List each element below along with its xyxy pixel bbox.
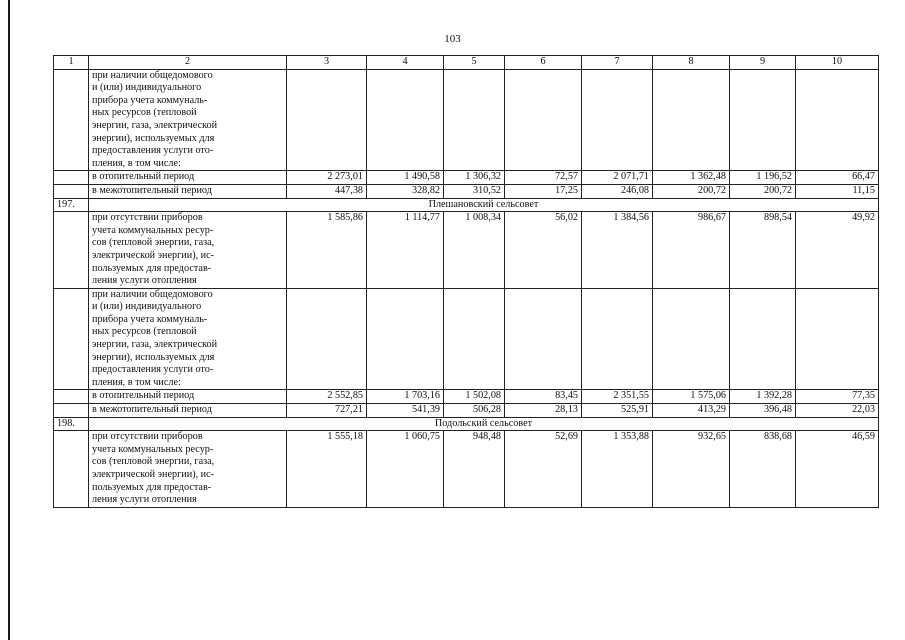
value-cell-col-6 bbox=[505, 69, 582, 171]
value-cell-col-9 bbox=[730, 69, 796, 171]
value-cell-col-9 bbox=[730, 288, 796, 390]
value-cell-col-6: 28,13 bbox=[505, 404, 582, 418]
value-cell-col-5: 1 008,34 bbox=[444, 212, 505, 289]
value-cell-col-4: 1 060,75 bbox=[367, 431, 444, 508]
value-cell-col-10: 11,15 bbox=[796, 184, 879, 198]
value-cell-col-7 bbox=[582, 288, 653, 390]
value-cell-col-4 bbox=[367, 288, 444, 390]
value-cell-col-4: 1 490,58 bbox=[367, 171, 444, 185]
value-cell-col-6: 52,69 bbox=[505, 431, 582, 508]
value-cell-col-6: 56,02 bbox=[505, 212, 582, 289]
row-index-cell bbox=[54, 404, 89, 418]
value-cell-col-9: 200,72 bbox=[730, 184, 796, 198]
value-cell-col-7: 2 071,71 bbox=[582, 171, 653, 185]
section-title: Подольский сельсовет bbox=[89, 417, 879, 431]
page-number: 103 bbox=[444, 33, 461, 45]
value-cell-col-7: 2 351,55 bbox=[582, 390, 653, 404]
row-description: в отопительный период bbox=[89, 171, 287, 185]
value-cell-col-3 bbox=[287, 288, 367, 390]
table-row bbox=[54, 431, 879, 508]
column-header-2: 2 bbox=[89, 56, 287, 70]
value-cell-col-3: 1 585,86 bbox=[287, 212, 367, 289]
row-index-cell bbox=[54, 69, 89, 171]
value-cell-col-8: 932,65 bbox=[653, 431, 730, 508]
table-row bbox=[54, 69, 879, 171]
table-row bbox=[54, 184, 879, 198]
value-cell-col-8: 986,67 bbox=[653, 212, 730, 289]
section-title: Плешановский сельсовет bbox=[89, 198, 879, 212]
value-cell-col-7: 1 353,88 bbox=[582, 431, 653, 508]
value-cell-col-3: 2 273,01 bbox=[287, 171, 367, 185]
column-header-5: 5 bbox=[444, 56, 505, 70]
row-index-cell bbox=[54, 184, 89, 198]
table-body bbox=[54, 56, 879, 508]
column-header-8: 8 bbox=[653, 56, 730, 70]
row-description: при наличии общедомового и (или) индивидуального прибора учета коммуналь- ных ресурсов (тепловой энергии, газа, электрической энергии), используемых для предоставления услуги ото- пления, в том числе: bbox=[89, 69, 287, 171]
value-cell-col-8 bbox=[653, 69, 730, 171]
value-cell-col-5: 948,48 bbox=[444, 431, 505, 508]
value-cell-col-5: 1 306,32 bbox=[444, 171, 505, 185]
value-cell-col-8: 1 362,48 bbox=[653, 171, 730, 185]
table-row bbox=[54, 404, 879, 418]
value-cell-col-4: 1 114,77 bbox=[367, 212, 444, 289]
value-cell-col-6: 72,57 bbox=[505, 171, 582, 185]
value-cell-col-10: 46,59 bbox=[796, 431, 879, 508]
row-index-cell bbox=[54, 431, 89, 508]
value-cell-col-5: 506,28 bbox=[444, 404, 505, 418]
value-cell-col-10: 49,92 bbox=[796, 212, 879, 289]
value-cell-col-9: 898,54 bbox=[730, 212, 796, 289]
value-cell-col-5: 310,52 bbox=[444, 184, 505, 198]
value-cell-col-4: 1 703,16 bbox=[367, 390, 444, 404]
value-cell-col-8: 1 575,06 bbox=[653, 390, 730, 404]
value-cell-col-10 bbox=[796, 69, 879, 171]
column-header-9: 9 bbox=[730, 56, 796, 70]
section-number: 197. bbox=[54, 198, 89, 212]
row-description: в отопительный период bbox=[89, 390, 287, 404]
column-header-3: 3 bbox=[287, 56, 367, 70]
section-number: 198. bbox=[54, 417, 89, 431]
row-description: при отсутствии приборов учета коммунальных ресур- сов (тепловой энергии, газа, электрической энергии), ис- пользуемых для предостав- ления услуги отопления bbox=[89, 212, 287, 289]
value-cell-col-7: 525,91 bbox=[582, 404, 653, 418]
value-cell-col-7: 1 384,56 bbox=[582, 212, 653, 289]
value-cell-col-8: 200,72 bbox=[653, 184, 730, 198]
header-row bbox=[54, 56, 879, 70]
value-cell-col-5: 1 502,08 bbox=[444, 390, 505, 404]
value-cell-col-6: 17,25 bbox=[505, 184, 582, 198]
row-description: в межотопительный период bbox=[89, 184, 287, 198]
value-cell-col-4: 328,82 bbox=[367, 184, 444, 198]
section-row bbox=[54, 417, 879, 431]
column-header-10: 10 bbox=[796, 56, 879, 70]
column-header-6: 6 bbox=[505, 56, 582, 70]
row-index-cell bbox=[54, 390, 89, 404]
row-index-cell bbox=[54, 212, 89, 289]
value-cell-col-3: 2 552,85 bbox=[287, 390, 367, 404]
value-cell-col-4 bbox=[367, 69, 444, 171]
row-description: при наличии общедомового и (или) индивидуального прибора учета коммуналь- ных ресурсов (тепловой энергии, газа, электрической энергии), используемых для предоставления услуги ото- пления, в том числе: bbox=[89, 288, 287, 390]
value-cell-col-9: 1 196,52 bbox=[730, 171, 796, 185]
value-cell-col-3: 1 555,18 bbox=[287, 431, 367, 508]
value-cell-col-10: 77,35 bbox=[796, 390, 879, 404]
column-header-4: 4 bbox=[367, 56, 444, 70]
tariff-table bbox=[53, 55, 879, 508]
table-row bbox=[54, 212, 879, 289]
value-cell-col-8 bbox=[653, 288, 730, 390]
value-cell-col-9: 838,68 bbox=[730, 431, 796, 508]
column-header-7: 7 bbox=[582, 56, 653, 70]
value-cell-col-8: 413,29 bbox=[653, 404, 730, 418]
value-cell-col-3: 447,38 bbox=[287, 184, 367, 198]
page-edge-line bbox=[8, 0, 10, 640]
value-cell-col-7: 246,08 bbox=[582, 184, 653, 198]
value-cell-col-6: 83,45 bbox=[505, 390, 582, 404]
table-row bbox=[54, 288, 879, 390]
value-cell-col-4: 541,39 bbox=[367, 404, 444, 418]
value-cell-col-5 bbox=[444, 288, 505, 390]
value-cell-col-3 bbox=[287, 69, 367, 171]
section-row bbox=[54, 198, 879, 212]
value-cell-col-5 bbox=[444, 69, 505, 171]
value-cell-col-9: 396,48 bbox=[730, 404, 796, 418]
table-row bbox=[54, 390, 879, 404]
value-cell-col-10: 22,03 bbox=[796, 404, 879, 418]
column-header-1: 1 bbox=[54, 56, 89, 70]
value-cell-col-10: 66,47 bbox=[796, 171, 879, 185]
row-description: в межотопительный период bbox=[89, 404, 287, 418]
value-cell-col-7 bbox=[582, 69, 653, 171]
row-index-cell bbox=[54, 171, 89, 185]
value-cell-col-9: 1 392,28 bbox=[730, 390, 796, 404]
row-description: при отсутствии приборов учета коммунальных ресур- сов (тепловой энергии, газа, электрической энергии), ис- пользуемых для предостав- ления услуги отопления bbox=[89, 431, 287, 508]
table-row bbox=[54, 171, 879, 185]
row-index-cell bbox=[54, 288, 89, 390]
value-cell-col-3: 727,21 bbox=[287, 404, 367, 418]
value-cell-col-10 bbox=[796, 288, 879, 390]
value-cell-col-6 bbox=[505, 288, 582, 390]
